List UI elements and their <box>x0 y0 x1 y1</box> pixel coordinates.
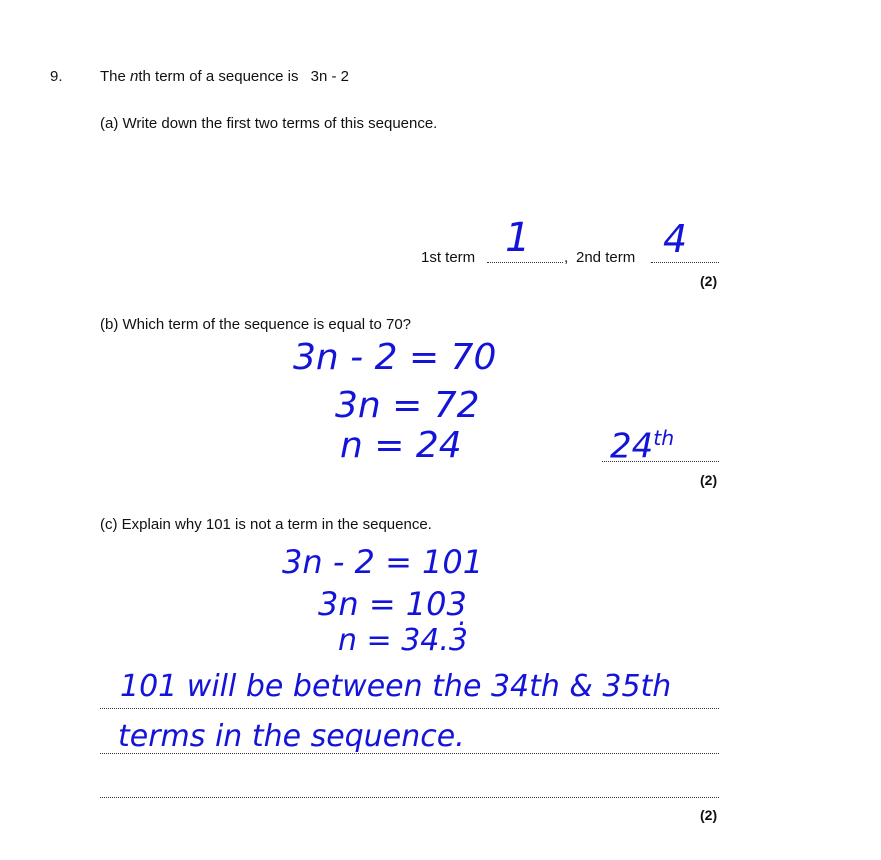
part-c-answer-line[interactable] <box>100 797 719 798</box>
part-b-answer-value: 24 <box>610 426 654 467</box>
part-c-answer-line[interactable] <box>100 708 719 709</box>
part-c-explanation-line: terms in the sequence. <box>118 719 465 754</box>
first-term-label: 1st term <box>421 249 476 266</box>
part-c-marks: (2) <box>700 807 718 823</box>
first-term-answer-line[interactable] <box>487 262 563 263</box>
part-c-answer-line[interactable] <box>100 753 719 754</box>
part-b-answer <box>610 426 675 467</box>
first-term-answer: 1 <box>505 215 531 261</box>
part-c-working-line: 3n - 2 = 101 <box>282 543 484 581</box>
part-b-answer-suffix: th <box>653 426 675 450</box>
answer-separator: , <box>564 249 569 266</box>
part-b-working-line: n = 24 <box>340 425 462 466</box>
part-b-prompt: (b) Which term of the sequence is equal to 70? <box>100 316 412 333</box>
second-term-answer-line[interactable] <box>651 262 719 263</box>
part-c-prompt: (c) Explain why 101 is not a term in the sequence. <box>100 516 432 533</box>
part-c-working-line: 3n = 103 <box>318 585 467 623</box>
part-c-working-line: n = 34.3̇ <box>338 623 469 658</box>
stem-suffix: th term of a sequence is <box>138 68 299 85</box>
sequence-expression: 3n - 2 <box>310 68 349 85</box>
part-a-prompt: (a) Write down the first two terms of this sequence. <box>100 115 438 132</box>
part-b-marks: (2) <box>700 472 718 488</box>
second-term-answer: 4 <box>663 217 688 261</box>
question-stem <box>100 68 349 85</box>
part-a-marks: (2) <box>700 273 718 289</box>
part-b-answer-line[interactable] <box>602 461 719 462</box>
part-b-working-line: 3n - 2 = 70 <box>293 337 497 378</box>
stem-n: n <box>130 68 139 85</box>
second-term-label: 2nd term <box>576 249 636 266</box>
part-c-explanation-line: 101 will be between the 34th & 35th <box>120 669 672 704</box>
stem-prefix: The <box>100 68 126 85</box>
question-number: 9. <box>50 68 63 85</box>
part-b-working-line: 3n = 72 <box>335 385 480 426</box>
